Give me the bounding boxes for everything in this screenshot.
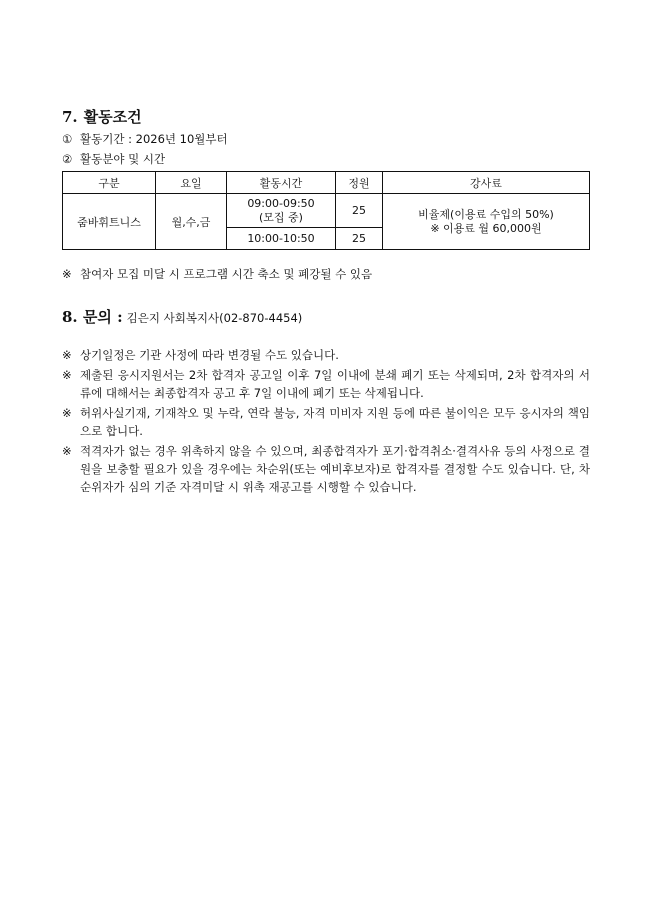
reference-mark: ※ [62, 444, 72, 458]
activity-period-line [62, 131, 228, 147]
reference-mark: ※ [62, 348, 72, 362]
reference-mark: ※ [62, 267, 72, 281]
section-7-heading: 활동조건 [83, 108, 142, 126]
contact-info: 김은지 사회복지사(02-870-4454) [126, 311, 303, 325]
cell-fee [383, 194, 590, 250]
cell-capacity-2: 25 [336, 228, 383, 250]
time-1-status: (모집 중) [259, 210, 303, 224]
header-time: 활동시간 [227, 172, 336, 194]
reference-mark: ※ [62, 368, 72, 382]
schedule-table [62, 171, 590, 250]
reference-mark: ※ [62, 406, 72, 420]
cell-capacity-1: 25 [336, 194, 383, 228]
table-footnote-text: 참여자 모집 미달 시 프로그램 시간 축소 및 폐강될 수 있음 [80, 267, 373, 281]
table-footnote [62, 266, 372, 282]
section-7-number: 7. [62, 108, 78, 126]
fee-rate: 비율제(이용료 수입의 50%) [418, 207, 554, 221]
section-8-title [62, 306, 302, 327]
header-fee: 강사료 [383, 172, 590, 194]
activity-period-text: 활동기간 : 2026년 10월부터 [80, 132, 228, 146]
fee-amount: ※ 이용료 월 60,000원 [430, 221, 542, 235]
activity-field-line [62, 151, 165, 167]
section-8-heading: 8. 문의 : [62, 308, 123, 326]
note-item [62, 442, 590, 496]
table-row [63, 194, 590, 228]
cell-time-1 [227, 194, 336, 228]
note-item [62, 404, 590, 440]
activity-field-text: 활동분야 및 시간 [80, 152, 166, 166]
note-text: 상기일정은 기관 사정에 따라 변경될 수도 있습니다. [80, 348, 339, 362]
section-7-title [62, 106, 142, 127]
note-text: 적격자가 없는 경우 위촉하지 않을 수 있으며, 최종합격자가 포기·합격취소·결격사유 등의 사정으로 결원을 보충할 필요가 있을 경우에는 차순위(또는 예비후보자)로 합격자를 결정할 수도 있습니다. 단, 차순위자가 심의 기준 자격미달 시 위촉 재공고를 시행할 수 있습니다. [80, 444, 590, 494]
header-days: 요일 [156, 172, 227, 194]
table-header-row [63, 172, 590, 194]
note-item [62, 346, 590, 364]
circled-one-mark: ① [62, 132, 73, 146]
note-text: 허위사실기재, 기재착오 및 누락, 연락 불능, 자격 미비자 지원 등에 따른 불이익은 모두 응시자의 책임으로 합니다. [80, 406, 590, 438]
note-item [62, 366, 590, 402]
cell-days: 월,수,금 [156, 194, 227, 250]
cell-program: 줌바휘트니스 [63, 194, 156, 250]
time-1-range: 09:00-09:50 [247, 196, 315, 210]
note-text: 제출된 응시지원서는 2차 합격자 공고일 이후 7일 이내에 분쇄 폐기 또는 삭제되며, 2차 합격자의 서류에 대해서는 최종합격자 공고 후 7일 이내에 폐기 또는 삭제됩니다. [80, 368, 590, 400]
cell-time-2: 10:00-10:50 [227, 228, 336, 250]
header-category: 구분 [63, 172, 156, 194]
header-capacity: 정원 [336, 172, 383, 194]
circled-two-mark: ② [62, 152, 73, 166]
